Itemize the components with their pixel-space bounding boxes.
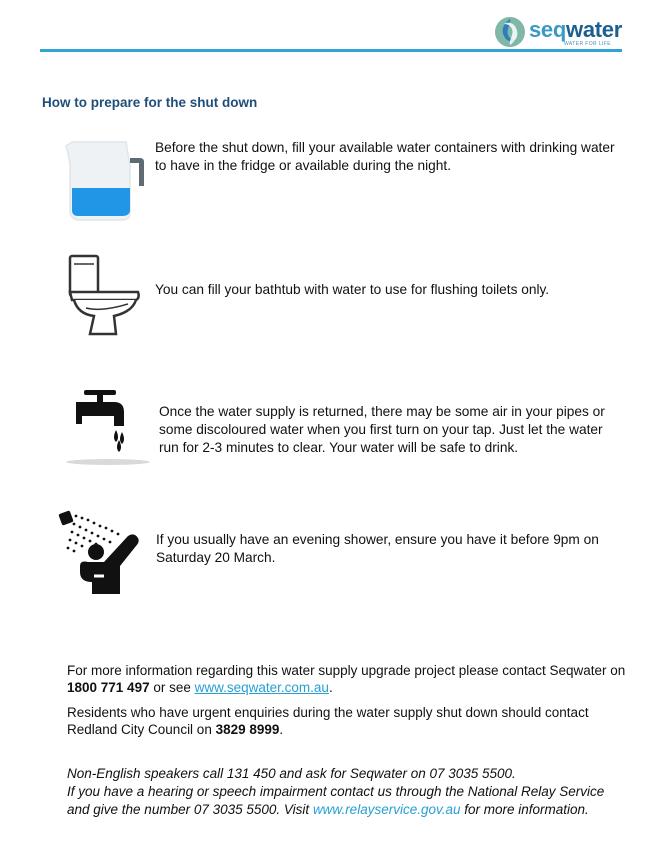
seqwater-logo (494, 16, 624, 48)
tip-text-shower: If you usually have an evening shower, ensure you have it before 9pm on Saturday 20 March. (156, 532, 599, 565)
tip-text-tap: Once the water supply is returned, there may be some air in your pipes or some discoloured water when you first turn on your tap. Just let the water run for 2-3 minutes to clear. Your water will be safe to drink. (159, 404, 605, 455)
seqwater-phone: 1800 771 497 (67, 680, 150, 695)
accessibility-paragraph (67, 765, 627, 819)
tip-text-bathtub: You can fill your bathtub with water to use for flushing toilets only. (155, 282, 550, 297)
council-paragraph: Residents who have urgent enquiries during the water supply shut down should contact Redland City Council on 3829 8999. (67, 705, 589, 737)
contact-paragraph: For more information regarding this water supply upgrade project please contact Seqwater on 1800 771 497 or see www.seqwater.com.au. (67, 663, 626, 695)
interpreter-line: Non-English speakers call 131 450 and ask for Seqwater on 07 3035 5500. (67, 766, 516, 781)
tap-icon (62, 386, 154, 468)
shower-icon (58, 506, 148, 598)
council-phone: 3829 8999 (215, 722, 280, 737)
brand-tagline: WATER FOR LIFE (564, 41, 611, 47)
brand-wordmark: seqwater (529, 17, 622, 42)
water-jug-icon (64, 136, 146, 222)
header-rule (40, 49, 622, 52)
tip-text-containers: Before the shut down, fill your available water containers with drinking water to have in the fridge or available during the night. (155, 140, 615, 173)
section-heading: How to prepare for the shut down (42, 95, 258, 110)
relay-service-line: If you have a hearing or speech impairment contact us through the National Relay Service and give the number 07 3035 5500. Visit www.relayservice.gov.au for more information. (67, 784, 605, 817)
toilet-icon (68, 254, 142, 338)
relay-service-link[interactable]: www.relayservice.gov.au (312, 802, 461, 817)
seqwater-website-link[interactable]: www.seqwater.com.au (194, 680, 329, 695)
seqwater-droplet-icon (494, 16, 526, 48)
